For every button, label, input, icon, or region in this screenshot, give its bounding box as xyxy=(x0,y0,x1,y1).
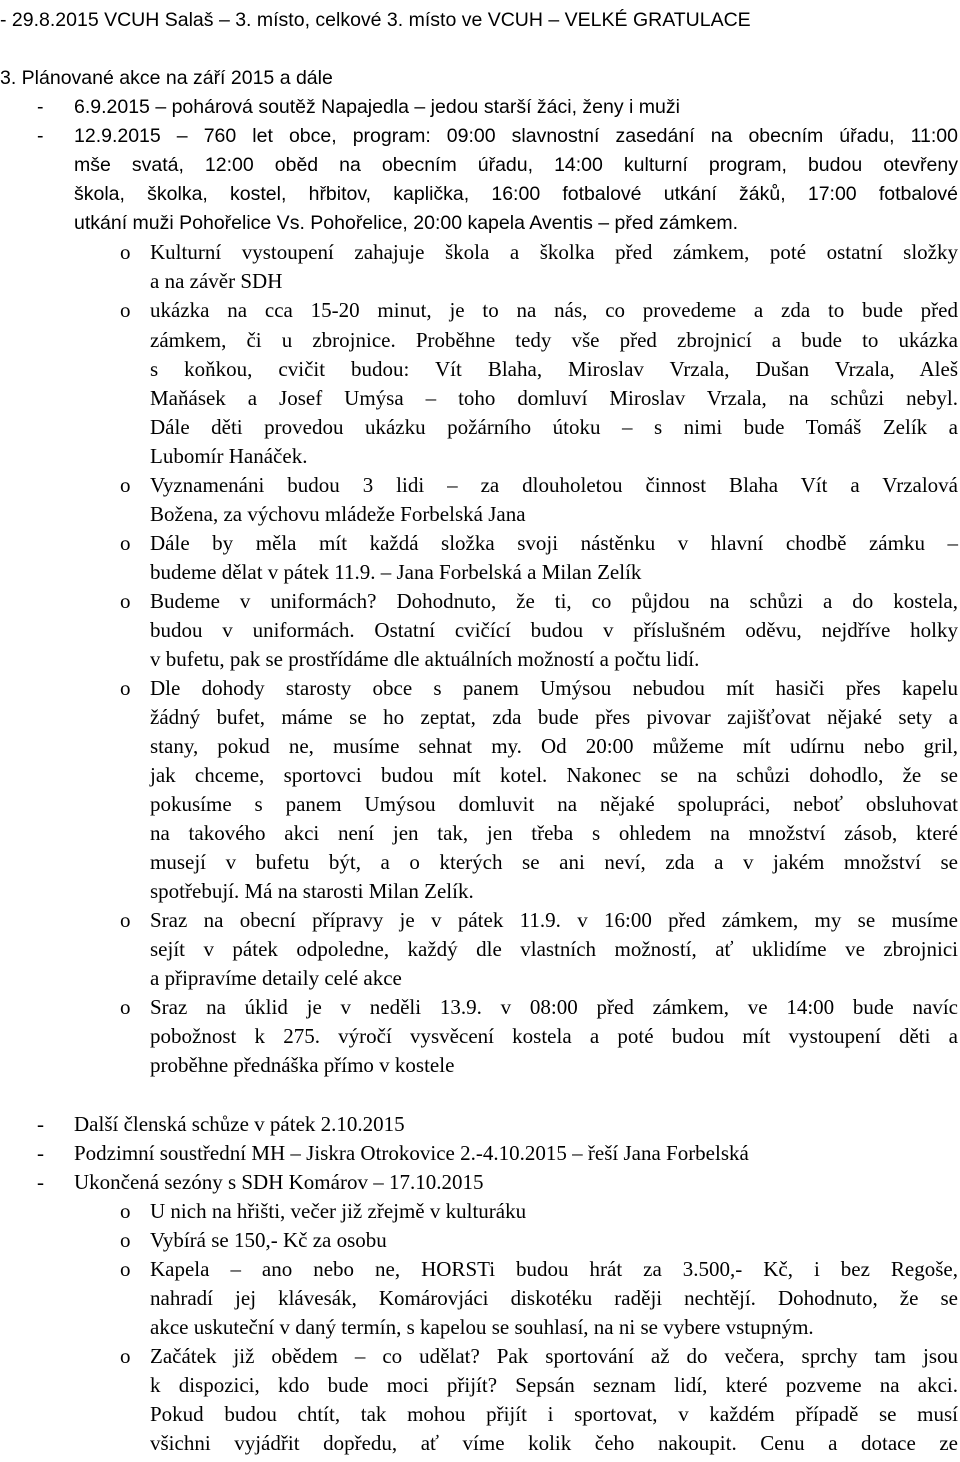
line-text: v bufetu, pak se prostřídáme dle aktuálních možností a počtu lidí. xyxy=(150,647,700,671)
line-text: s koňkou, cvičit budou: Vít Blaha, Miroslav Vrzala, Dušan Vrzala, Aleš xyxy=(150,357,958,381)
dash-marker: - xyxy=(37,96,44,118)
text-line xyxy=(0,1110,960,1139)
text-line xyxy=(0,761,960,790)
line-text: 6.9.2015 – pohárová soutěž Napajedla – jedou starší žáci, ženy i muži xyxy=(74,96,680,118)
line-text: budou v uniformách. Ostatní cvičící budou v příslušném oděvu, nejdříve holky xyxy=(150,618,958,642)
bullet-marker: o xyxy=(120,473,131,497)
text-line xyxy=(0,529,960,558)
line-text: budeme dělat v pátek 11.9. – Jana Forbelská a Milan Zelík xyxy=(150,560,642,584)
text-line xyxy=(0,151,960,180)
text-line xyxy=(0,674,960,703)
bullet-marker: o xyxy=(120,1344,131,1368)
text-line xyxy=(0,471,960,500)
line-text: všichni vyjádřit dopředu, ať víme kolik čeho nakoupit. Cenu a dotace ze xyxy=(150,1431,958,1455)
text-line xyxy=(0,209,960,238)
text-line xyxy=(0,413,960,442)
text-line xyxy=(0,1284,960,1313)
text-line xyxy=(0,1051,960,1080)
line-text: Další členská schůze v pátek 2.10.2015 xyxy=(74,1112,405,1136)
dash-marker: - xyxy=(37,1112,44,1136)
text-line xyxy=(0,442,960,471)
text-line xyxy=(0,267,960,296)
line-text: Ukončená sezóny s SDH Komárov – 17.10.2015 xyxy=(74,1170,484,1194)
line-text: - 29.8.2015 VCUH Salaš – 3. místo, celkové 3. místo ve VCUH – VELKÉ GRATULACE xyxy=(0,9,751,31)
text-line xyxy=(0,326,960,355)
text-line xyxy=(0,645,960,674)
text-line xyxy=(0,964,960,993)
text-line xyxy=(0,64,960,93)
line-text: k dispozici, kdo bude moci přijít? Sepsán seznam lidí, které pozveme na akci. xyxy=(150,1373,958,1397)
text-line xyxy=(0,906,960,935)
text-line xyxy=(0,1429,960,1458)
line-text: Sraz na obecní přípravy je v pátek 11.9. v 16:00 před zámkem, my se musíme xyxy=(150,908,958,932)
text-line xyxy=(0,1226,960,1255)
line-text: ukázka na cca 15-20 minut, je to na nás, co provedeme a zda to bude před xyxy=(150,298,958,322)
text-line xyxy=(0,1022,960,1051)
line-text: Vybírá se 150,- Kč za osobu xyxy=(150,1228,387,1252)
line-text: Kapela – ano nebo ne, HORSTi budou hrát za 3.500,- Kč, i bez Regoše, xyxy=(150,1257,958,1281)
text-line xyxy=(0,877,960,906)
bullet-marker: o xyxy=(120,1228,131,1252)
text-line xyxy=(0,1313,960,1342)
line-text: proběhne přednáška přímo v kostele xyxy=(150,1053,455,1077)
line-text: Pokud budou chtít, tak mohou přijít i sportovat, v každém případě se musí xyxy=(150,1402,958,1426)
line-text: musejí v bufetu být, a o kterých se ani neví, zda a v jakém množství se xyxy=(150,850,958,874)
line-text: stany, pokud ne, musíme sehnat my. Od 20:00 můžeme mít udírnu nebo gril, xyxy=(150,734,958,758)
line-text: U nich na hřišti, večer již zřejmě v kulturáku xyxy=(150,1199,527,1223)
line-text: Dále děti provedou ukázku požárního útoku – s nimi bude Tomáš Zelík a xyxy=(150,415,958,439)
line-text: Dále by měla mít každá složka svoji nástěnku v hlavní chodbě zámku – xyxy=(150,531,958,555)
text-line xyxy=(0,790,960,819)
text-line xyxy=(0,819,960,848)
line-text: Maňásek a Josef Umýsa – toho domluví Miroslav Vrzala, na schůzi nebyl. xyxy=(150,386,958,410)
text-line xyxy=(0,384,960,413)
text-line xyxy=(0,93,960,122)
line-text: utkání muži Pohořelice Vs. Pohořelice, 20:00 kapela Aventis – před zámkem. xyxy=(74,212,739,234)
text-line xyxy=(0,1400,960,1429)
text-line xyxy=(0,500,960,529)
bullet-marker: o xyxy=(120,1257,131,1281)
line-text: Vyznamenáni budou 3 lidi – za dlouholetou činnost Blaha Vít a Vrzalová xyxy=(150,473,958,497)
text-line xyxy=(0,1168,960,1197)
line-text: škola, školka, kostel, hřbitov, kaplička, 16:00 fotbalové utkání žáků, 17:00 fotbalové xyxy=(74,183,958,205)
line-text: Dle dohody starosty obce s panem Umýsou nebudou mít hasiči přes kapelu xyxy=(150,676,958,700)
text-line xyxy=(0,848,960,877)
line-text: Budeme v uniformách? Dohodnuto, že ti, co půjdou na schůzi a do kostela, xyxy=(150,589,958,613)
line-text: mše svatá, 12:00 oběd na obecním úřadu, 14:00 kulturní program, budou otevřeny xyxy=(74,154,958,176)
bullet-marker: o xyxy=(120,589,131,613)
line-text: a na závěr SDH xyxy=(150,269,283,293)
line-text: Začátek již obědem – co udělat? Pak sportování až do večera, sprchy tam jsou xyxy=(150,1344,958,1368)
dash-marker: - xyxy=(37,1170,44,1194)
line-text: Lubomír Hanáček. xyxy=(150,444,308,468)
text-line xyxy=(0,558,960,587)
line-text: nahradí jej klávesák, Komárovjáci diskotéku raději nechtějí. Dohodnuto, že se xyxy=(150,1286,958,1310)
bullet-marker: o xyxy=(120,995,131,1019)
text-line xyxy=(0,1342,960,1371)
bullet-marker: o xyxy=(120,298,131,322)
line-text: pobožnost k 275. výročí vysvěcení kostela a poté budou mít vystoupení děti a xyxy=(150,1024,958,1048)
text-line xyxy=(0,1371,960,1400)
text-line xyxy=(0,732,960,761)
line-text: jak chceme, sportovci budou mít kotel. Nakonec se na schůzi dohodlo, že se xyxy=(150,763,958,787)
text-line xyxy=(0,587,960,616)
text-line xyxy=(0,1197,960,1226)
line-text: Podzimní soustřední MH – Jiskra Otrokovice 2.-4.10.2015 – řeší Jana Forbelská xyxy=(74,1141,749,1165)
text-line xyxy=(0,703,960,732)
text-line xyxy=(0,6,960,35)
dash-marker: - xyxy=(37,1141,44,1165)
line-text: spotřebují. Má na starosti Milan Zelík. xyxy=(150,879,474,903)
line-text: akce uskuteční v daný termín, s kapelou se souhlasí, na ni se vybere vstupným. xyxy=(150,1315,814,1339)
line-text: zámkem, či u zbrojnice. Proběhne tedy vše před zbrojnicí a bude to ukázka xyxy=(150,328,958,352)
text-line xyxy=(0,1139,960,1168)
line-text: a připravíme detaily celé akce xyxy=(150,966,402,990)
text-line xyxy=(0,1255,960,1284)
text-line xyxy=(0,296,960,325)
bullet-marker: o xyxy=(120,908,131,932)
text-line xyxy=(0,355,960,384)
line-text: Sraz na úklid je v neděli 13.9. v 08:00 před zámkem, ve 14:00 bude navíc xyxy=(150,995,958,1019)
bullet-marker: o xyxy=(120,1199,131,1223)
line-text: Božena, za výchovu mládeže Forbelská Jana xyxy=(150,502,526,526)
line-text: 3. Plánované akce na září 2015 a dále xyxy=(0,67,333,89)
text-line xyxy=(0,993,960,1022)
line-text: Kulturní vystoupení zahajuje škola a školka před zámkem, poté ostatní složky xyxy=(150,240,958,264)
line-text: 12.9.2015 – 760 let obce, program: 09:00 slavnostní zasedání na obecním úřadu, 11:00 xyxy=(74,125,958,147)
line-text: na takového akci není jen tak, jen třeba s ohledem na množství zásob, které xyxy=(150,821,958,845)
line-text: sejít v pátek odpoledne, každý dle vlastních možností, ať uklidíme ve zbrojnici xyxy=(150,937,958,961)
bullet-marker: o xyxy=(120,676,131,700)
text-line xyxy=(0,180,960,209)
text-line xyxy=(0,935,960,964)
text-line xyxy=(0,122,960,151)
line-text: pokusíme s panem Umýsou domluvit na nějaké spolupráci, neboť obsluhovat xyxy=(150,792,958,816)
bullet-marker: o xyxy=(120,531,131,555)
bullet-marker: o xyxy=(120,240,131,264)
line-text: žádný bufet, máme se ho zeptat, zda bude přes pivovar zajišťovat nějaké sety a xyxy=(150,705,958,729)
dash-marker: - xyxy=(37,125,44,147)
text-line xyxy=(0,616,960,645)
text-line xyxy=(0,238,960,267)
